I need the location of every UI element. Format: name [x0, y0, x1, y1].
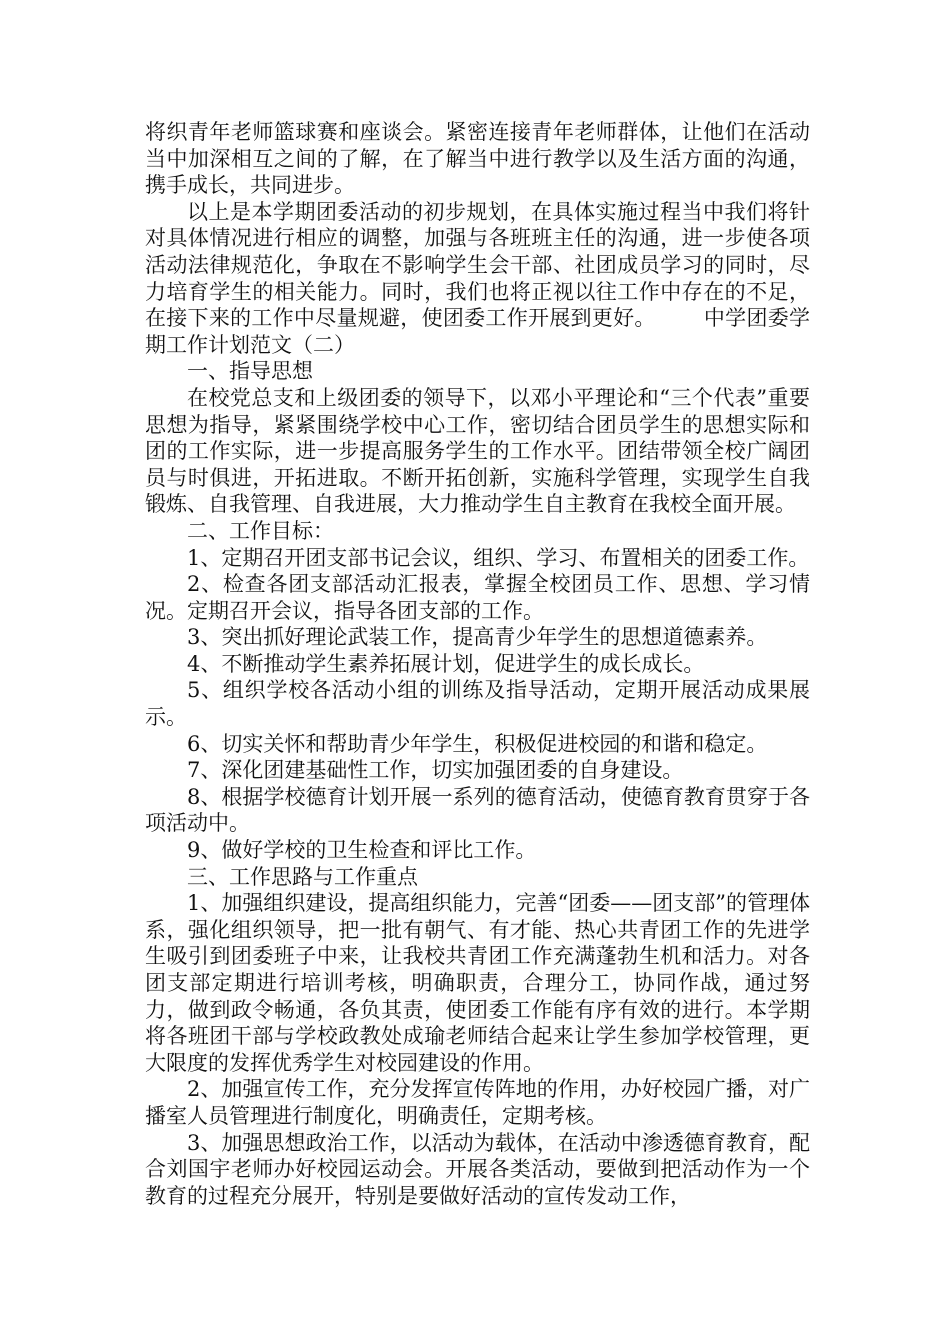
paragraph-guiding-ideology: 在校党总支和上级团委的领导下，以邓小平理论和“三个代表”重要思想为指导，紧紧围绕学校中心工作，密切结合团员学生的思想实际和团的工作实际，进一步提高服务学生的工作水平。团结带领全校广阔团员与时俱进，开拓进取。不断开拓创新，实施科学管理，实现学生自我锻炼、自我管理、自我进展，大力推动学生自主教育在我校全面开展。: [145, 385, 810, 517]
summary-text: 以上是本学期团委活动的初步规划，在具体实施过程当中我们将针对具体情况进行相应的调整，加强与各班班主任的沟通，进一步使各项活动法律规范化，争取在不影响学生会干部、社团成员学习的同时，尽力培育学生的相关能力。同时，我们也将正视以往工作中存在的不足，在接下来的工作中尽量规避，使团委工作开展到更好。: [145, 199, 810, 331]
goal-item-8: 8、根据学校德育计划开展一系列的德育活动，使德育教育贯穿于各项活动中。: [145, 784, 810, 836]
goal-item-7: 7、深化团建基础性工作，切实加强团委的自身建设。: [187, 758, 684, 783]
approach-item-2: 2、加强宣传工作，充分发挥宣传阵地的作用，办好校园广播，对广播室人员管理进行制度化，明确责任，定期考核。: [145, 1077, 810, 1128]
document-body: [145, 119, 810, 1209]
paragraph-summary: [145, 199, 810, 359]
document-subtitle: 中学团委学期工作计划范文（二）: [145, 306, 811, 357]
heading-guiding-ideology: 一、指导思想: [187, 359, 313, 384]
goal-item-5: 5、组织学校各活动小组的训练及指导活动，定期开展活动成果展示。: [145, 678, 810, 730]
approach-item-3: 3、加强思想政治工作，以活动为载体，在活动中渗透德育教育，配合刘国宇老师办好校园运动会。开展各类活动，要做到把活动作为一个教育的过程充分展开，特别是要做好活动的宣传发动工作，: [145, 1130, 810, 1208]
approach-item-1: 1、加强组织建设，提高组织能力，完善“团委——团支部”的管理体系，强化组织领导，把一批有朝气、有才能、热心共青团工作的先进学生吸引到团委班子中来，让我校共青团工作充满蓬勃生机和活力。对各团支部定期进行培训考核，明确职责，合理分工，协同作战，通过努力，做到政令畅通，各负其责，使团委工作能有序有效的进行。本学期将各班团干部与学校政教处成瑜老师结合起来让学生参加学校管理，更大限度的发挥优秀学生对校园建设的作用。: [145, 891, 810, 1075]
paragraph-teacher-activities: 将织青年老师篮球赛和座谈会。紧密连接青年老师群体，让他们在活动当中加深相互之间的了解，在了解当中进行教学以及生活方面的沟通，携手成长，共同进步。: [145, 120, 810, 198]
goal-item-4: 4、不断推动学生素养拓展计划，促进学生的成长成长。: [187, 651, 705, 676]
goal-item-1: 1、定期召开团支部书记会议，组织、学习、布置相关的团委工作。: [187, 545, 810, 570]
goal-item-3: 3、突出抓好理论武装工作，提高青少年学生的思想道德素养。: [187, 625, 768, 650]
goal-item-2: 2、检查各团支部活动汇报表，掌握全校团员工作、思想、学习情况。定期召开会议，指导各团支部的工作。: [145, 572, 810, 623]
goal-item-6: 6、切实关怀和帮助青少年学生，积极促进校园的和谐和稳定。: [187, 731, 768, 756]
goal-item-9: 9、做好学校的卫生检查和评比工作。: [187, 838, 537, 863]
heading-work-approach: 三、工作思路与工作重点: [187, 864, 418, 889]
heading-work-goals: 二、工作目标：: [187, 518, 334, 543]
